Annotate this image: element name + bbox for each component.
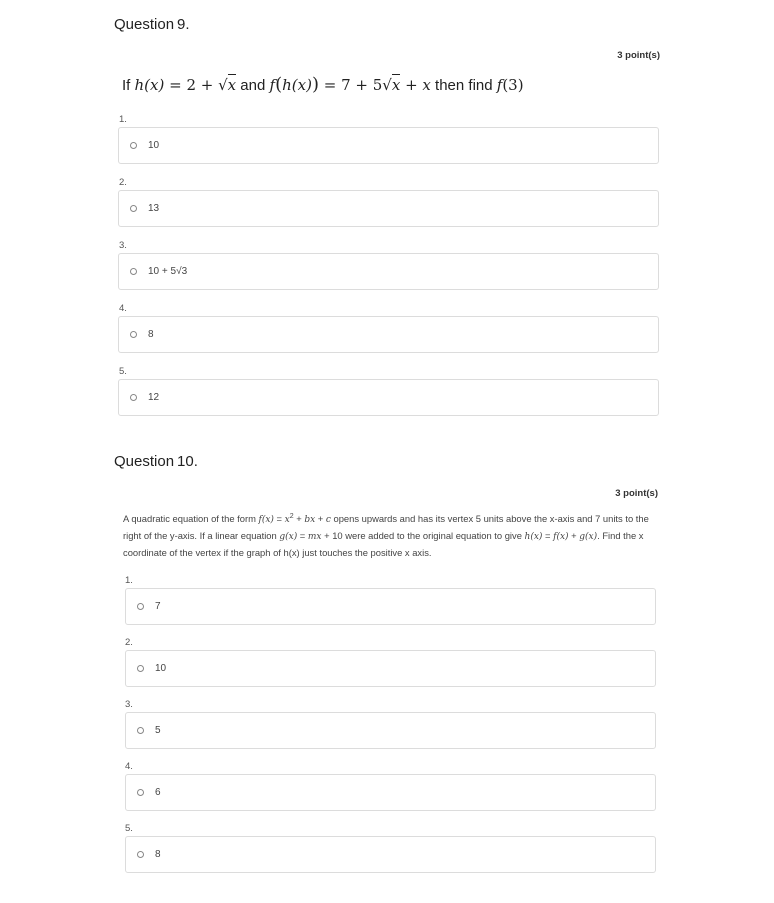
math-mx: mx: [307, 532, 322, 543]
answer-option[interactable]: [118, 127, 659, 164]
math-plus: +: [400, 76, 423, 94]
answer-option[interactable]: [125, 712, 656, 749]
math-g-of-x: g(x): [279, 532, 298, 543]
option-text: 13: [148, 203, 160, 214]
stem-text: + 10 were added to the original equation to give: [321, 530, 525, 542]
math-eq: = 7 + 5: [318, 76, 383, 94]
question-number: 9.: [177, 16, 190, 33]
radio-button[interactable]: [137, 851, 144, 858]
question-9-stem: [122, 74, 524, 95]
radio-button[interactable]: [137, 603, 144, 610]
option-text: 8: [155, 849, 161, 860]
option-text: 6: [155, 787, 161, 798]
math-x: x: [284, 515, 290, 526]
question-label: Question: [114, 16, 175, 33]
stem-text: If: [122, 77, 135, 94]
question-10-points: 3 point(s): [615, 488, 658, 499]
stem-text: opens upwards and has its vertex 5 units above the x-axis and 7 units to the right of the y-axis. If a linear equation: [123, 513, 649, 542]
radio-button[interactable]: [130, 205, 137, 212]
radio-button[interactable]: [130, 331, 137, 338]
math-g-of-x: g(x): [579, 532, 598, 543]
radio-button[interactable]: [137, 727, 144, 734]
question-number: 10.: [177, 453, 198, 470]
math-f-of-x: f(x): [553, 532, 569, 543]
question-10-heading: [114, 453, 198, 470]
math-paren: ): [311, 74, 319, 95]
answer-option[interactable]: [125, 650, 656, 687]
option-text: 10: [155, 663, 167, 674]
option-text: 12: [148, 392, 160, 403]
math-h-of-x: h(x): [282, 76, 312, 94]
math-bx: bx: [304, 515, 316, 526]
option-text: 5: [155, 725, 161, 736]
question-10-stem: [123, 509, 663, 561]
math-eq: = 2 +: [164, 76, 219, 94]
radio-button[interactable]: [130, 394, 137, 401]
stem-text: then find: [430, 77, 497, 94]
answer-option[interactable]: [118, 379, 659, 416]
option-text: 10: [148, 140, 160, 151]
option-number: 4.: [119, 303, 127, 314]
math-h-of-x: h(x): [524, 532, 543, 543]
option-text: 7: [155, 601, 161, 612]
math-f: f: [496, 76, 503, 94]
math-plus: +: [315, 513, 326, 525]
answer-option[interactable]: [118, 253, 659, 290]
math-arg: (3): [502, 76, 524, 94]
math-f-of-x: f(x): [258, 515, 274, 526]
answer-option[interactable]: [118, 316, 659, 353]
stem-text: and: [236, 77, 270, 94]
option-number: 5.: [125, 823, 133, 834]
math-paren: (: [275, 74, 283, 95]
radio-button[interactable]: [130, 142, 137, 149]
math-x: x: [227, 76, 237, 94]
option-number: 3.: [125, 699, 133, 710]
math-c: c: [325, 515, 331, 526]
option-number: 5.: [119, 366, 127, 377]
answer-option[interactable]: [125, 774, 656, 811]
math-eq: =: [273, 513, 285, 525]
math-f: f: [269, 76, 276, 94]
math-exponent: 2: [289, 513, 294, 520]
question-9-heading: [114, 16, 190, 33]
option-number: 3.: [119, 240, 127, 251]
math-plus: +: [568, 530, 580, 542]
question-label: Question: [114, 453, 175, 470]
option-number: 1.: [125, 575, 133, 586]
stem-text: A quadratic equation of the form: [123, 513, 259, 525]
option-number: 4.: [125, 761, 133, 772]
radio-button[interactable]: [137, 665, 144, 672]
math-eq: =: [542, 530, 554, 542]
sqrt-symbol: √: [382, 76, 392, 94]
option-text: 8: [148, 329, 154, 340]
answer-option[interactable]: [125, 836, 656, 873]
option-number: 1.: [119, 114, 127, 125]
stem-text: . Find the x coordinate of the vertex if the graph of h(x) just touches the positive x axis.: [123, 530, 644, 559]
math-plus: +: [293, 513, 305, 525]
sqrt-symbol: √: [218, 76, 228, 94]
math-x: x: [391, 76, 401, 94]
math-eq: =: [297, 530, 308, 542]
answer-option[interactable]: [125, 588, 656, 625]
answer-option[interactable]: [118, 190, 659, 227]
radio-button[interactable]: [137, 789, 144, 796]
question-9-points: 3 point(s): [617, 50, 660, 61]
radio-button[interactable]: [130, 268, 137, 275]
math-x: x: [422, 76, 431, 94]
option-number: 2.: [125, 637, 133, 648]
option-number: 2.: [119, 177, 127, 188]
option-text: 10 + 5√3: [148, 266, 188, 277]
math-h-of-x: h(x): [134, 76, 165, 94]
